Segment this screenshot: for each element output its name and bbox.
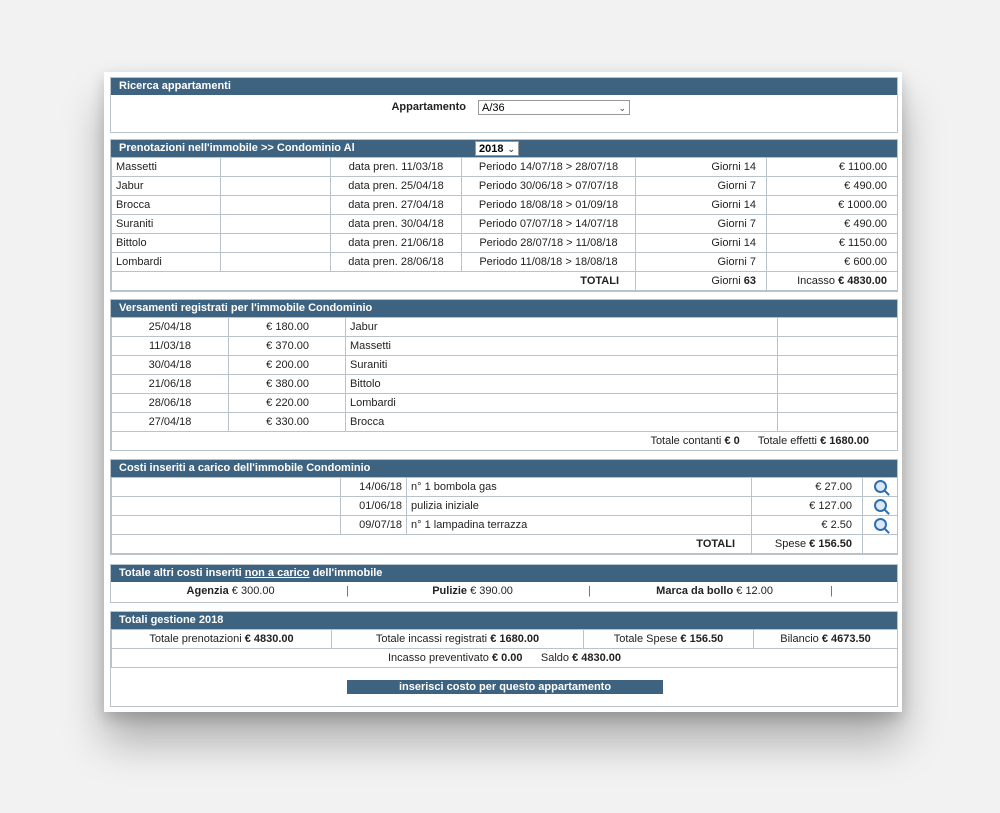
- total-expenses: Totale Spese € 156.50: [584, 630, 754, 649]
- booking-name: Massetti: [112, 158, 221, 177]
- payment-date: 30/04/18: [112, 356, 229, 375]
- booking-period: Periodo 11/08/18 > 18/08/18: [462, 253, 636, 272]
- payment-amount: € 380.00: [229, 375, 346, 394]
- table-row: [112, 516, 898, 535]
- payment-name: Bittolo: [346, 375, 778, 394]
- payment-date: 11/03/18: [112, 337, 229, 356]
- booking-period: Periodo 14/07/18 > 28/07/18: [462, 158, 636, 177]
- search-panel-title: Ricerca appartamenti: [111, 78, 897, 95]
- bookings-totals-label: TOTALI: [580, 275, 619, 287]
- booking-date: data pren. 28/06/18: [331, 253, 462, 272]
- booking-extra: [221, 196, 331, 215]
- total-income: Totale incassi registrati € 1680.00: [332, 630, 584, 649]
- booking-date: data pren. 25/04/18: [331, 177, 462, 196]
- costs-title: Costi inseriti a carico dell'immobile Condominio: [111, 460, 897, 477]
- payment-date: 27/04/18: [112, 413, 229, 432]
- payment-date: 25/04/18: [112, 318, 229, 337]
- magnifier-icon[interactable]: [874, 499, 887, 512]
- table-row: [112, 478, 898, 497]
- forecast-income: Incasso preventivato € 0.00: [387, 652, 523, 664]
- booking-name: Suraniti: [112, 215, 221, 234]
- cash-total: Totale contanti € 0: [650, 435, 740, 447]
- costs-table: [111, 477, 898, 554]
- payment-amount: € 220.00: [229, 394, 346, 413]
- cost-amount: € 2.50: [752, 516, 863, 535]
- bookings-title: Prenotazioni nell'immobile >> Condominio Al: [119, 142, 355, 154]
- table-row: [112, 215, 898, 234]
- payment-amount: € 330.00: [229, 413, 346, 432]
- cost-empty: [112, 516, 341, 535]
- booking-period: Periodo 18/08/18 > 01/09/18: [462, 196, 636, 215]
- booking-period: Periodo 07/07/18 > 14/07/18: [462, 215, 636, 234]
- payments-totals-row: [112, 432, 898, 451]
- payment-amount: € 370.00: [229, 337, 346, 356]
- payments-table: [111, 317, 898, 451]
- table-row: [112, 337, 898, 356]
- payments-title: Versamenti registrati per l'immobile Condominio: [111, 300, 897, 317]
- table-row: [112, 234, 898, 253]
- cost-view-cell: [863, 497, 898, 516]
- total-bookings: Totale prenotazioni € 4830.00: [112, 630, 332, 649]
- booking-days: Giorni 7: [636, 253, 767, 272]
- booking-amount: € 490.00: [767, 215, 898, 234]
- table-row: [112, 177, 898, 196]
- bookings-totals-row: [112, 272, 898, 291]
- cost-description: n° 1 lampadina terrazza: [407, 516, 752, 535]
- forecast-row: [112, 649, 898, 668]
- payment-extra: [778, 337, 898, 356]
- bookings-days-total: Giorni 63: [636, 272, 767, 291]
- booking-date: data pren. 11/03/18: [331, 158, 462, 177]
- cost-amount: € 27.00: [752, 478, 863, 497]
- booking-extra: [221, 253, 331, 272]
- booking-date: data pren. 21/06/18: [331, 234, 462, 253]
- payment-name: Jabur: [346, 318, 778, 337]
- costs-panel: [110, 459, 898, 555]
- costs-totals-row: [112, 535, 898, 554]
- table-row: [112, 196, 898, 215]
- payment-name: Lombardi: [346, 394, 778, 413]
- magnifier-icon[interactable]: [874, 480, 887, 493]
- costs-spese-total: Spese € 156.50: [752, 535, 863, 554]
- payment-amount: € 200.00: [229, 356, 346, 375]
- bookings-income-total: Incasso € 4830.00: [767, 272, 898, 291]
- booking-amount: € 600.00: [767, 253, 898, 272]
- cost-view-cell: [863, 478, 898, 497]
- payment-extra: [778, 413, 898, 432]
- cost-date: 01/06/18: [341, 497, 407, 516]
- summary-panel: [110, 611, 898, 707]
- cost-empty: [112, 478, 341, 497]
- year-select-value: 2018: [479, 143, 504, 155]
- bookings-panel-header: [111, 140, 897, 157]
- booking-amount: € 490.00: [767, 177, 898, 196]
- bookings-panel: [110, 139, 898, 292]
- other-costs-title: Totale altri costi inseriti non a carico dell'immobile: [111, 565, 897, 582]
- summary-title: Totali gestione 2018: [111, 612, 897, 629]
- booking-days: Giorni 14: [636, 196, 767, 215]
- booking-name: Lombardi: [112, 253, 221, 272]
- apartment-select[interactable]: [478, 100, 630, 115]
- booking-days: Giorni 14: [636, 234, 767, 253]
- cost-date: 14/06/18: [341, 478, 407, 497]
- payment-extra: [778, 356, 898, 375]
- cost-empty: [112, 497, 341, 516]
- payments-panel: [110, 299, 898, 451]
- costs-totals-label: TOTALI: [696, 538, 735, 550]
- booking-period: Periodo 30/06/18 > 07/07/18: [462, 177, 636, 196]
- table-row: [112, 356, 898, 375]
- other-costs-table: [111, 582, 897, 600]
- agenzia-cost: Agenzia € 300.00 |: [186, 585, 349, 597]
- booking-date: data pren. 27/04/18: [331, 196, 462, 215]
- chevron-down-icon: ⌄: [618, 103, 626, 113]
- table-row: [112, 158, 898, 177]
- table-row: [112, 413, 898, 432]
- effects-total: Totale effetti € 1680.00: [757, 435, 869, 447]
- booking-name: Bittolo: [112, 234, 221, 253]
- cost-date: 09/07/18: [341, 516, 407, 535]
- booking-name: Jabur: [112, 177, 221, 196]
- payment-extra: [778, 318, 898, 337]
- payment-date: 28/06/18: [112, 394, 229, 413]
- magnifier-icon[interactable]: [874, 518, 887, 531]
- apartment-select-value: A/36: [482, 102, 505, 114]
- balance: Bilancio € 4673.50: [754, 630, 898, 649]
- table-row: [112, 394, 898, 413]
- year-select[interactable]: [475, 141, 519, 156]
- booking-extra: [221, 234, 331, 253]
- booking-extra: [221, 177, 331, 196]
- payment-name: Suraniti: [346, 356, 778, 375]
- bollo-cost: Marca da bollo € 12.00 |: [656, 585, 833, 597]
- booking-days: Giorni 7: [636, 215, 767, 234]
- booking-amount: € 1100.00: [767, 158, 898, 177]
- booking-period: Periodo 28/07/18 > 11/08/18: [462, 234, 636, 253]
- booking-extra: [221, 158, 331, 177]
- cost-amount: € 127.00: [752, 497, 863, 516]
- booking-days: Giorni 14: [636, 158, 767, 177]
- summary-table: [111, 629, 898, 668]
- table-row: [112, 253, 898, 272]
- add-cost-button[interactable]: inserisci costo per questo appartamento: [347, 680, 663, 694]
- table-row: [112, 375, 898, 394]
- payment-extra: [778, 394, 898, 413]
- apartment-label: Appartamento: [391, 101, 466, 113]
- payment-amount: € 180.00: [229, 318, 346, 337]
- cost-view-cell: [863, 516, 898, 535]
- pulizie-cost: Pulizie € 390.00 |: [432, 585, 591, 597]
- payment-name: Massetti: [346, 337, 778, 356]
- cost-description: pulizia iniziale: [407, 497, 752, 516]
- booking-date: data pren. 30/04/18: [331, 215, 462, 234]
- chevron-down-icon: ⌄: [507, 144, 515, 154]
- payment-extra: [778, 375, 898, 394]
- booking-name: Brocca: [112, 196, 221, 215]
- booking-days: Giorni 7: [636, 177, 767, 196]
- payment-name: Brocca: [346, 413, 778, 432]
- saldo: Saldo € 4830.00: [540, 652, 622, 664]
- cost-description: n° 1 bombola gas: [407, 478, 752, 497]
- search-panel: [110, 77, 898, 133]
- payment-date: 21/06/18: [112, 375, 229, 394]
- booking-extra: [221, 215, 331, 234]
- booking-amount: € 1150.00: [767, 234, 898, 253]
- booking-amount: € 1000.00: [767, 196, 898, 215]
- table-row: [112, 497, 898, 516]
- other-costs-panel: [110, 564, 898, 603]
- table-row: [112, 318, 898, 337]
- bookings-table: [111, 157, 898, 291]
